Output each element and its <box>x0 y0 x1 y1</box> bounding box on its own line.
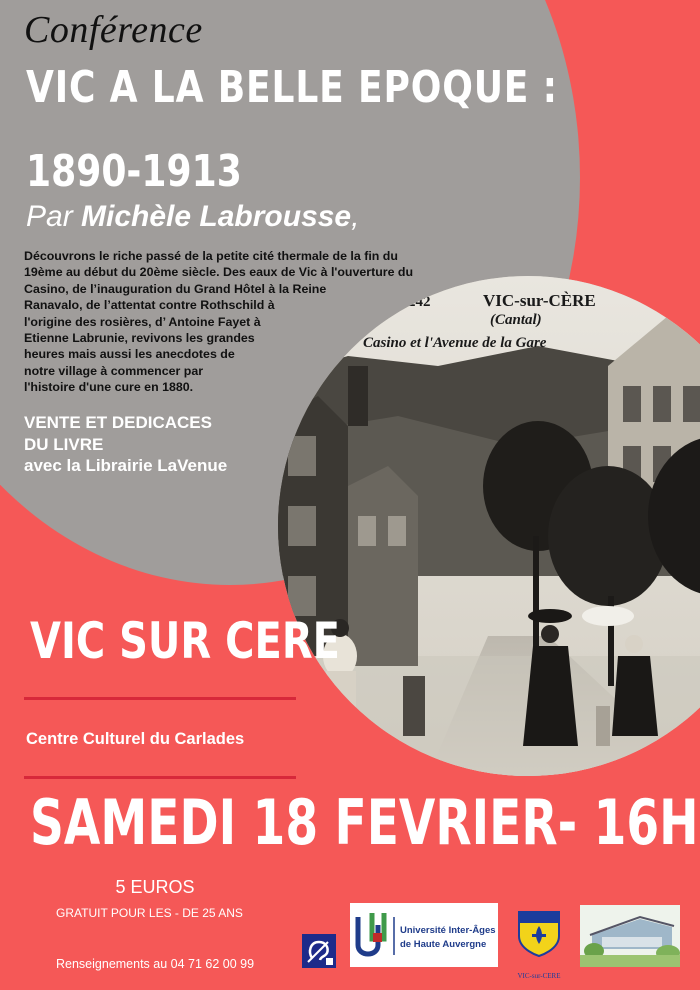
book-sale-line: avec la Librairie LaVenue <box>24 456 228 475</box>
building-logo <box>580 905 680 967</box>
price: 5 EUROS <box>115 877 195 897</box>
caption-number: 242 <box>408 294 431 310</box>
caption-region: (Cantal) <box>490 312 542 328</box>
description-line: l'origine des rosières, d’ Antoine Fayet à <box>24 314 261 329</box>
uia-line2: de Haute Auvergne <box>400 939 487 950</box>
info-phone: Renseignements au 04 71 62 00 99 <box>56 957 255 971</box>
author-line <box>26 200 359 234</box>
book-sale-line: VENTE ET DEDICACES <box>24 413 212 432</box>
divider <box>24 697 296 700</box>
description-line: notre village à commencer par <box>24 363 204 378</box>
description-line: Etienne Labrunie, revivons les grandes <box>24 331 255 346</box>
description-line: heures mais aussi les anecdotes de <box>24 347 235 362</box>
author-name: Michèle Labrousse <box>81 200 352 233</box>
crest-label: VIC-sur-CERE <box>517 972 561 980</box>
uia-line1: Université Inter-Âges <box>400 925 496 936</box>
description-line: 19ème au début du 20ème siècle. Des eaux de Vic à l'ouverture du <box>24 265 414 280</box>
free-note: GRATUIT POUR LES - DE 25 ANS <box>56 906 243 920</box>
caption-line: Casino et l'Avenue de la Gare <box>363 335 547 351</box>
uia-logo <box>350 903 498 967</box>
town-crest <box>516 910 562 982</box>
author-prefix: Par <box>26 200 73 233</box>
event-years: 1890-1913 <box>26 146 242 197</box>
venue-name: Centre Culturel du Carlades <box>26 730 245 748</box>
event-date: SAMEDI 18 FEVRIER- 16H <box>30 786 699 859</box>
caption-town: VIC-sur-CÈRE <box>483 291 596 310</box>
event-kicker: Conférence <box>24 9 203 51</box>
description <box>24 248 484 396</box>
description-line: Casino, de l’inauguration du Grand Hôtel à la Reine <box>24 281 327 296</box>
book-sale-line: DU LIVRE <box>24 434 104 454</box>
description-line: Ranavalo, de l’attentat contre Rothschild à <box>24 298 275 313</box>
city-name: VIC SUR CERE <box>30 612 340 670</box>
event-title: VIC A LA BELLE EPOQUE : <box>26 62 558 113</box>
divider <box>24 776 296 779</box>
description-line: l'histoire d'une cure en 1880. <box>24 380 194 395</box>
description-line: Découvrons le riche passé de la petite cité thermale de la fin du <box>24 249 398 263</box>
author-suffix: , <box>351 200 360 233</box>
book-sale <box>24 412 227 477</box>
hearing-loop-icon <box>302 934 336 968</box>
